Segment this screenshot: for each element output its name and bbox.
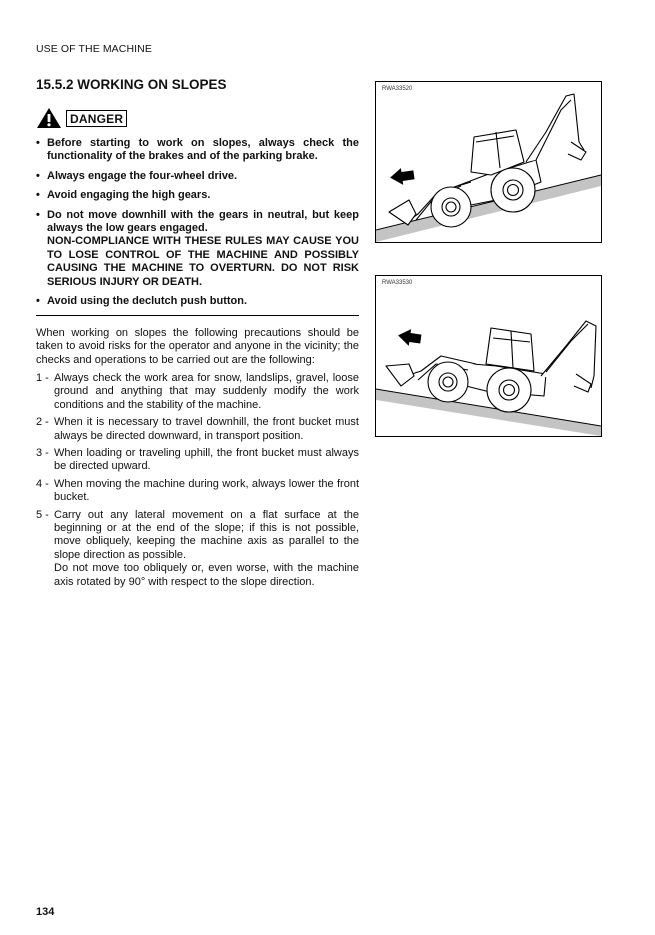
danger-bullet-list xyxy=(36,137,359,314)
direction-arrow-icon xyxy=(389,166,415,186)
precaution-text: When loading or traveling uphill, the front bucket must always be directed upward. xyxy=(54,447,359,473)
precaution-number: 1 - xyxy=(36,372,49,384)
precaution-text: When it is necessary to travel downhill, the front bucket must always be directed downward, in transport position. xyxy=(54,416,359,442)
danger-bullet: • Before starting to work on slopes, always check the functionality of the brakes and of the parking brake. xyxy=(36,137,359,164)
precaution-number: 5 - xyxy=(36,508,49,521)
running-header: USE OF THE MACHINE xyxy=(36,43,152,55)
precaution-note: Do not move too obliquely or, even worse, with the machine axis rotated by 90° with respect to the slope direction. xyxy=(54,562,359,588)
danger-bullet: • Avoid using the declutch push button. xyxy=(36,295,359,308)
danger-bullet-text: • Do not move downhill with the gears in neutral, but keep always the low gears engaged. xyxy=(47,208,359,235)
danger-bullet: • Avoid engaging the high gears. xyxy=(36,189,359,202)
danger-bullet: • Always engage the four-wheel drive. xyxy=(36,170,359,183)
precaution-item xyxy=(36,478,359,505)
direction-arrow-icon xyxy=(397,327,422,347)
figure-downhill xyxy=(375,81,602,243)
warning-triangle-icon xyxy=(36,107,62,129)
danger-label: DANGER xyxy=(66,110,127,127)
backhoe-loader-uphill-illustration xyxy=(376,276,601,436)
precaution-number: 3 - xyxy=(36,447,49,460)
precaution-number: 4 - xyxy=(36,477,49,490)
figure-uphill xyxy=(375,275,602,437)
precaution-item xyxy=(36,416,359,443)
figure-code: RWA33530 xyxy=(382,280,413,286)
figure-code: RWA33520 xyxy=(382,86,413,92)
precaution-text: When moving the machine during work, always lower the front bucket. xyxy=(54,477,359,504)
danger-bullet xyxy=(36,209,359,289)
intro-paragraph: When working on slopes the following precautions should be taken to avoid risks for the operator and anyone in the vicinity; the checks and operations to be carried out are the following: xyxy=(36,327,359,366)
page-number: 134 xyxy=(36,906,55,918)
precaution-number: 2 - xyxy=(36,416,49,429)
backhoe-loader-downhill-illustration xyxy=(376,82,601,242)
section-title: 15.5.2 WORKING ON SLOPES xyxy=(36,77,227,92)
precaution-text: Carry out any lateral movement on a flat surface at the beginning or at the end of the slope; if this is not possible, move obliquely, keeping the machine axis as parallel to the slope direction as possible. xyxy=(54,508,359,561)
precaution-text: Always check the work area for snow, landslips, gravel, loose ground and anything that may suddenly modify the work conditions and the stability of the machine. xyxy=(54,372,359,411)
danger-warning-text: NON-COMPLIANCE WITH THESE RULES MAY CAUSE YOU TO LOSE CONTROL OF THE MACHINE AND POSSIBLY CAUSING THE MACHINE TO OVERTURN. DO NOT RISK SERIOUS INJURY OR DEATH. xyxy=(47,235,359,288)
danger-banner xyxy=(36,106,127,130)
section-divider xyxy=(36,315,359,316)
precautions-list xyxy=(36,372,359,593)
precaution-item xyxy=(36,509,359,589)
precaution-item xyxy=(36,372,359,412)
precaution-item xyxy=(36,447,359,474)
